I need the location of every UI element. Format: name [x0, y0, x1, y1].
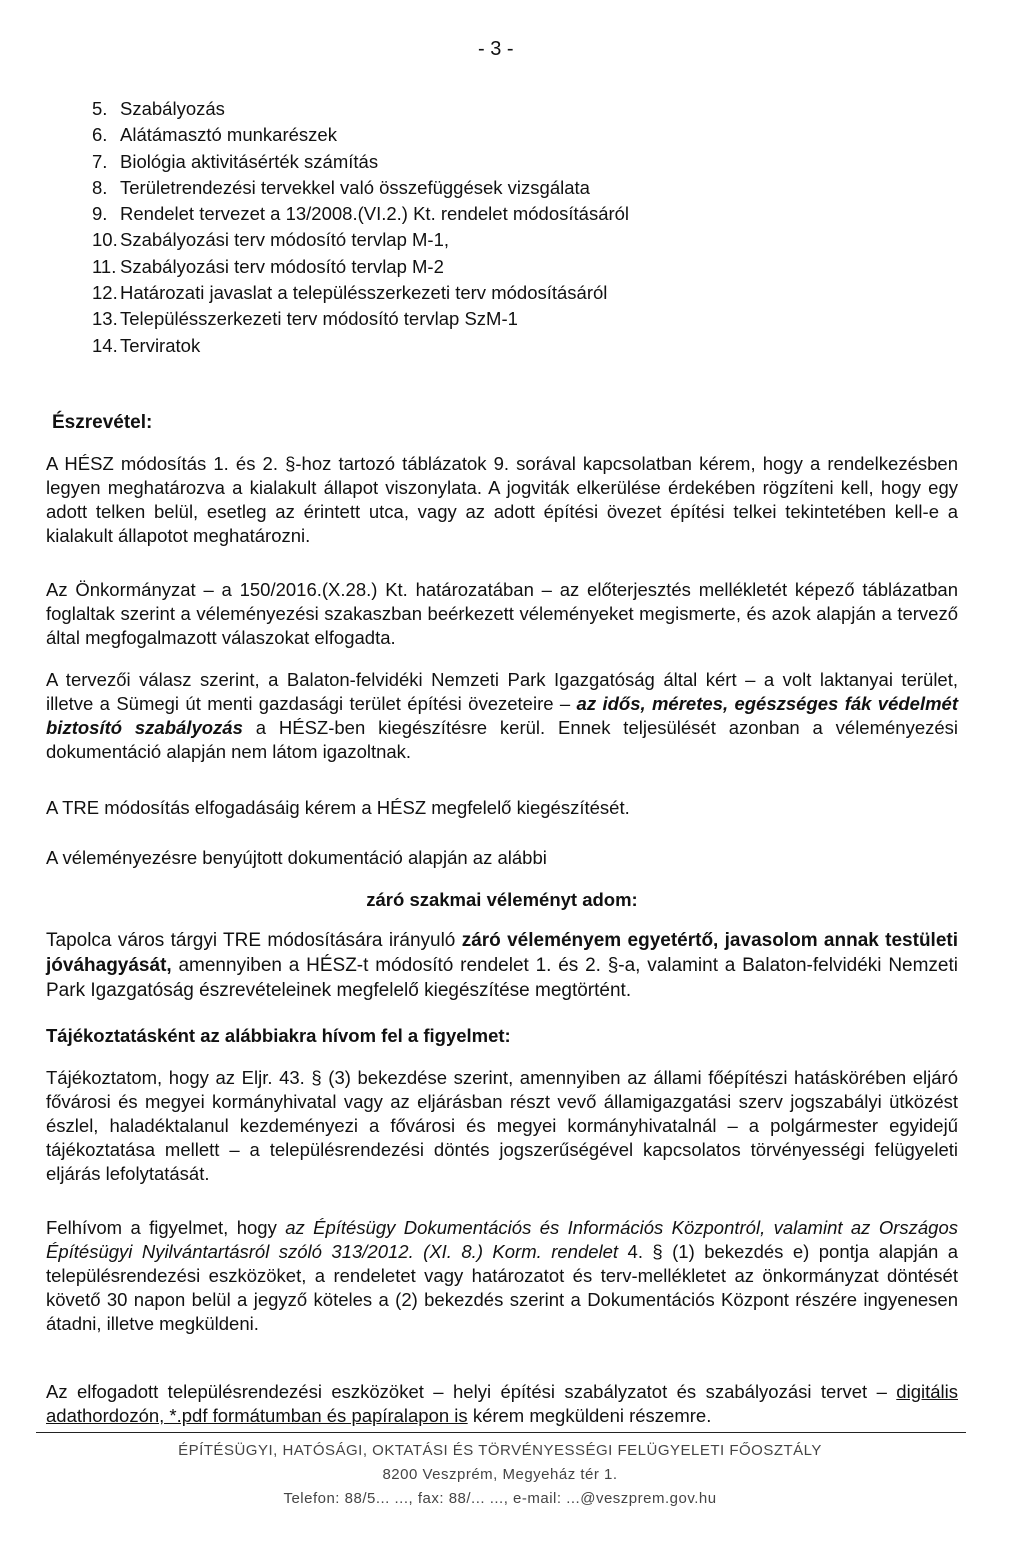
list-number: 9. — [92, 203, 108, 225]
list-number: 7. — [92, 150, 108, 172]
list-text: Alátámasztó munkarészek — [120, 124, 337, 146]
heading-tajekoztatas: Tájékoztatásként az alábbiakra hívom fel a figyelmet: — [46, 1025, 511, 1046]
list-text: Szabályozási terv módosító tervlap M-2 — [120, 255, 444, 277]
text-span: A tervezői válasz szerint, a Balaton-felvidéki Nemzeti Park Igazgatóság által kért – a volt laktanyai terület, illetve a Sümegi út menti gazdasági terület építési övezeteire – — [46, 669, 958, 714]
paragraph-dokumentacio: A véleményezésre benyújtott dokumentáció alapján az alábbi — [46, 847, 547, 868]
list-number: 14. — [92, 334, 118, 356]
list-item — [92, 201, 629, 227]
heading-eszrevetel: Észrevétel: — [52, 412, 153, 433]
paragraph-zaro-velemeny — [46, 928, 958, 1003]
list-text: Biológia aktivitásérték számítás — [120, 150, 379, 172]
text-span: amennyiben a HÉSZ-t módosító rendelet 1. és 2. §-a, valamint a Balaton-felvidéki Nemzeti Park Igazgatóság észrevételeinek megfelelő kiegészítése megtörtént. — [46, 955, 958, 1001]
list-number: 8. — [92, 176, 108, 198]
footer-address: 8200 Veszprém, Megyeház tér 1. — [382, 1466, 618, 1483]
paragraph-tervezoi-valasz — [46, 668, 958, 764]
list-number: 13. — [92, 308, 118, 330]
paragraph-hesz-table: A HÉSZ módosítás 1. és 2. §-hoz tartozó táblázatok 9. sorával kapcsolatban kérem, hogy a rendelkezésben legyen meghatározva a kialakult állapot viszonylata. A jogviták elkerülése érdekében rögzíteni kell, hogy egy adott telken belül, esetleg az érintett utca, vagy az adott építési övezet építési telkei tekintetében kell-e a kialakult állapotot meghatározni. — [46, 453, 958, 546]
list-item — [92, 333, 629, 359]
bold-emphasis: záró véleményem egyetértő, javasolom annak testületi jóváhagyását, — [46, 930, 959, 976]
list-number: 5. — [92, 98, 108, 119]
list-item — [92, 175, 629, 201]
list-item — [92, 227, 629, 253]
list-text: Területrendezési tervekkel való összefüggések vizsgálata — [120, 176, 590, 198]
list-text: Határozati javaslat a településszerkezeti terv módosításáról — [120, 282, 608, 304]
underlined-text: digitális adathordozón, *.pdf formátumban és papíralapon is — [46, 1381, 958, 1426]
page-number: - 3 - — [478, 38, 514, 60]
list-number: 12. — [92, 282, 118, 304]
list-number: 6. — [92, 124, 108, 146]
text-span: a HÉSZ-ben kiegészítésre kerül. Ennek teljesülését azonban a véleményezési dokumentáció alapján nem látom igazoltnak. — [46, 717, 959, 762]
paragraph-tre-kerem: A TRE módosítás elfogadásáig kérem a HÉSZ megfelelő kiegészítését. — [46, 797, 630, 818]
footer-contact: Telefon: 88/5... ..., fax: 88/... ..., e-mail: ...@veszprem.gov.hu — [283, 1490, 717, 1507]
list-number: 11. — [92, 255, 117, 277]
list-text: Rendelet tervezet a 13/2008.(VI.2.) Kt. rendelet módosításáról — [120, 203, 630, 225]
italic-emphasis: az idős, méretes, egészséges fák védelmét biztosító szabályozás — [46, 693, 958, 738]
text-span: kérem megküldeni részemre. — [472, 1405, 712, 1426]
text-span: 4. § (1) bekezdés e) pontja alapján a településrendezési eszközöket, a rendeletet vagy határozatot és terv-mellékletet az önkormányzat döntését követő 30 napon belül a jegyző köteles a (2) bekezdés szerint a Dokumentációs Központ részére ingyenesen átadni, illetve megküldeni. — [46, 1241, 959, 1334]
list-item — [92, 254, 629, 280]
heading-zaro-velemeny: záró szakmai véleményt adom: — [366, 889, 638, 910]
list-text: Településszerkezeti terv módosító tervlap SzM-1 — [120, 308, 518, 330]
list-text: Szabályozás — [120, 98, 225, 119]
list-item — [92, 122, 629, 148]
italic-emphasis: az Építésügy Dokumentációs és Információs Központról, valamint az Országos Építésügyi Nyilvántartásról szóló 313/2012. (XI. 8.) Korm. rendelet — [46, 1217, 958, 1262]
list-text: Terviratok — [120, 334, 201, 356]
paragraph-felhivom — [46, 1216, 958, 1336]
list-item — [92, 280, 629, 306]
paragraph-onkormanyzat: Az Önkormányzat – a 150/2016.(X.28.) Kt. határozatában – az előterjesztés mellékletét képező táblázatban foglaltak szerint a véleményezési szakaszban beérkezett véleményeket megismerte, és azok alapján a tervező által megfogalmazott válaszokat elfogadta. — [46, 579, 958, 648]
footer-rule — [36, 1432, 966, 1433]
list-item — [92, 96, 629, 122]
list-text: Szabályozási terv módosító tervlap M-1, — [120, 229, 450, 251]
list-number: 10. — [92, 229, 118, 251]
text-span: Felhívom a figyelmet, hogy — [46, 1217, 277, 1238]
text-span: Az elfogadott településrendezési eszközöket – helyi építési szabályzatot és szabályozási tervet – — [46, 1381, 887, 1402]
footer-department: ÉPÍTÉSÜGYI, HATÓSÁGI, OKTATÁSI ÉS TÖRVÉNYESSÉGI FELÜGYELETI FŐOSZTÁLY — [178, 1442, 822, 1459]
list-item — [92, 149, 629, 175]
paragraph-elfogadott — [46, 1380, 958, 1428]
list-item — [92, 306, 629, 332]
text-span: Tapolca város tárgyi TRE módosítására irányuló — [46, 930, 456, 951]
attachment-list — [92, 96, 629, 359]
paragraph-eljr: Tájékoztatom, hogy az Eljr. 43. § (3) bekezdése szerint, amennyiben az állami főépítészi hatáskörében eljáró fővárosi és megyei kormányhivatal vagy az eljárásban részt vevő államigazgatási szerv jogszabályi ütközést észlel, haladéktalanul kezdeményezi a fővárosi és megyei kormányhivatalnál – a polgármester egyidejű tájékoztatása mellett – a településrendezési döntés jogszerűségével kapcsolatos törvényességi felügyeleti eljárás lefolytatását. — [46, 1067, 958, 1184]
